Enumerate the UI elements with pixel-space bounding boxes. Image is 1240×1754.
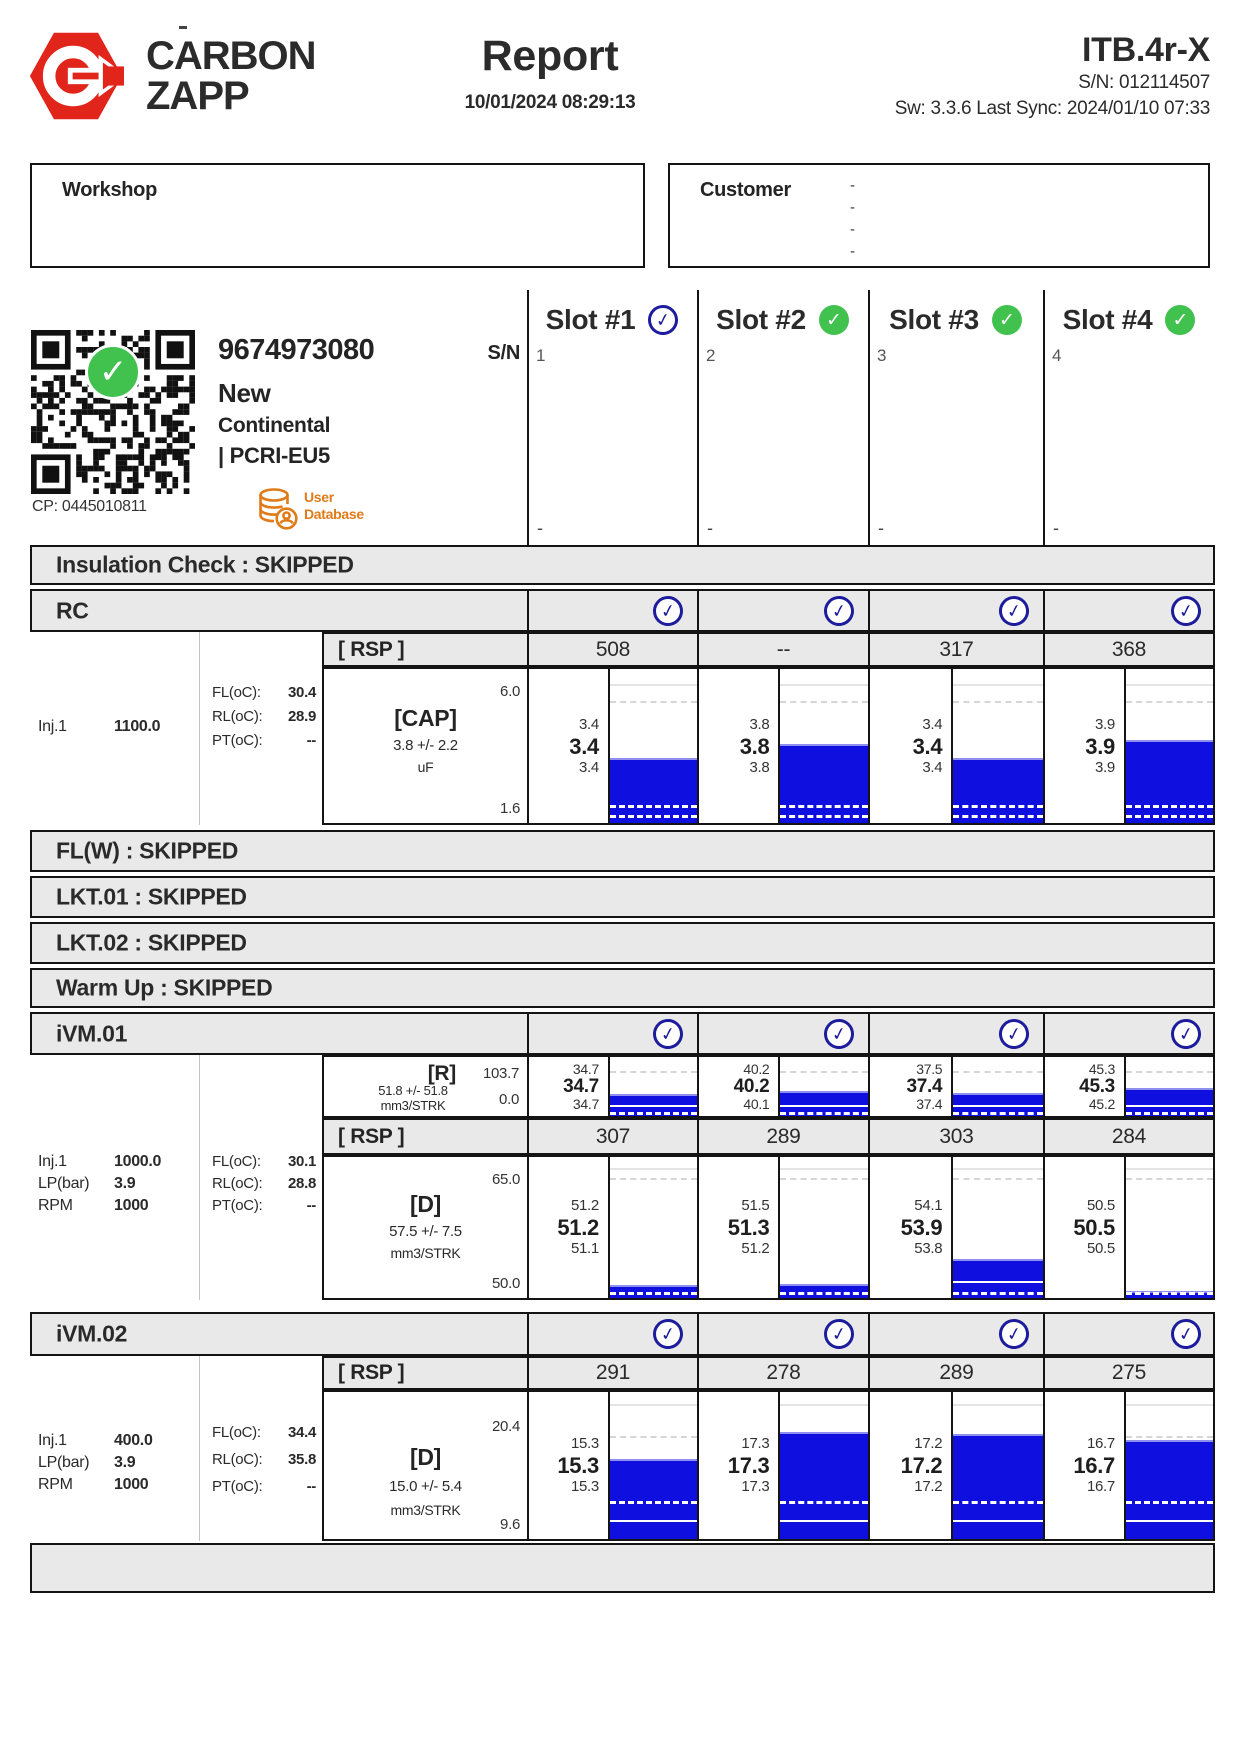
ivm02-rpm-label: RPM [38, 1476, 73, 1493]
ivm02-pt-value: -- [306, 1478, 316, 1495]
ivm01-slot-2-check-icon: ✓ [822, 1017, 857, 1052]
ivm01-slot-4-check-icon: ✓ [1169, 1017, 1204, 1052]
ivm01-rl-value: 28.8 [288, 1175, 316, 1192]
d2-scale-bottom: 9.6 [500, 1516, 520, 1533]
section-warmup [30, 968, 1215, 1008]
customer-box [668, 163, 1210, 268]
brand-wordmark [146, 36, 316, 116]
rc-cap-row [30, 667, 1215, 825]
lkt01-title: LKT.01 : SKIPPED [56, 883, 247, 910]
injector-sn-label: S/N [487, 342, 520, 364]
rc-fl-value: 30.4 [288, 684, 316, 701]
ivm01-lp-label: LP(bar) [38, 1175, 90, 1192]
slot-1-check-icon: ✓ [646, 303, 681, 338]
injector-manufacturer: Continental [218, 414, 331, 437]
gauge-bar [1126, 1440, 1213, 1539]
table-footer-bar [30, 1543, 1215, 1593]
rc-pt-label: PT(oC): [212, 732, 263, 749]
gauge-bar [953, 758, 1043, 823]
ivm01-r-gauge-slot-2: 40.2 40.2 40.1 [697, 1055, 868, 1118]
rc-rsp-slot-3: 317 [868, 632, 1043, 667]
ivm01-rsp-label: [ RSP ] [322, 1118, 527, 1155]
warmup-title: Warm Up : SKIPPED [56, 974, 273, 1001]
ivm02-rsp-slot-1: 291 [527, 1356, 697, 1390]
carbonzapp-logo-icon [28, 28, 124, 124]
slot-2-check-icon: ✓ [819, 305, 849, 335]
ivm01-rpm-value: 1000 [114, 1197, 149, 1214]
ivm02-slot-3-check-icon: ✓ [997, 1317, 1032, 1352]
device-software: Sw: 3.3.6 Last Sync: 2024/01/10 07:33 [894, 98, 1210, 119]
gauge-bar [780, 1432, 868, 1539]
customer-label: Customer [700, 179, 791, 201]
ivm01-fl-label: FL(oC): [212, 1153, 261, 1170]
ivm02-d-gauge-slot-1: 15.3 15.3 15.3 [527, 1390, 697, 1541]
d2-tolerance: 15.0 +/- 5.4 [389, 1478, 462, 1495]
rc-rsp-slot-4: 368 [1043, 632, 1215, 667]
rc-cap-info-cell [322, 667, 527, 825]
ivm01-d-gauge-slot-1: 51.2 51.2 51.1 [527, 1155, 697, 1300]
ivm01-rsp-slot-4: 284 [1043, 1118, 1215, 1155]
flw-title: FL(W) : SKIPPED [56, 837, 239, 864]
cap-name: [CAP] [394, 705, 457, 731]
rc-rsp-row [30, 632, 1215, 667]
slot-3-label: Slot #3 [889, 304, 979, 335]
gauge-bar-area [608, 669, 697, 823]
ivm01-title: iVM.01 [56, 1020, 128, 1046]
ivm02-title: iVM.02 [56, 1320, 128, 1347]
ivm02-rpm-value: 1000 [114, 1476, 149, 1493]
d2-unit: mm3/STRK [390, 1502, 461, 1518]
injector-part-number: 9674973080 [218, 334, 375, 366]
ivm02-fl-value: 34.4 [288, 1424, 316, 1441]
ivm02-rsp-row [30, 1356, 1215, 1390]
section-lkt01 [30, 876, 1215, 918]
ivm02-d-gauge-slot-4: 16.7 16.7 16.7 [1043, 1390, 1215, 1541]
rc-rsp-slot-2: -- [697, 632, 868, 667]
r-scale-top: 103.7 [482, 1065, 519, 1082]
page-title: Report [481, 32, 619, 80]
gauge-bar [953, 1434, 1043, 1539]
device-info [895, 30, 1210, 122]
ivm01-inj-value: 1000.0 [114, 1153, 162, 1170]
ivm02-rsp-slot-2: 278 [697, 1356, 868, 1390]
ivm01-rsp-slot-2: 289 [697, 1118, 868, 1155]
slot-1-info-cell: 1 - [536, 346, 546, 538]
injector-cp-code: CP: 0445010811 [32, 498, 147, 515]
slot-4-check-icon: ✓ [1165, 305, 1195, 335]
slot-4-info-cell: 4 - [1052, 346, 1062, 538]
ivm02-inj-value: 400.0 [114, 1432, 153, 1449]
r-tolerance: 51.8 +/- 51.8 mm3/STRK [378, 1083, 448, 1113]
slot-3-check-icon: ✓ [992, 305, 1022, 335]
gauge-bar [780, 1284, 868, 1298]
ivm02-fl-label: FL(oC): [212, 1424, 261, 1441]
ivm02-d-gauge-slot-2: 17.3 17.3 17.3 [697, 1390, 868, 1541]
rc-title: RC [56, 597, 89, 623]
ivm02-lp-label: LP(bar) [38, 1454, 90, 1471]
ivm02-slot-1-check-icon: ✓ [651, 1317, 686, 1352]
ivm01-fl-value: 30.1 [288, 1153, 316, 1170]
d1-unit: mm3/STRK [390, 1245, 461, 1261]
results-table [30, 290, 1215, 1600]
workshop-label: Workshop [62, 179, 158, 201]
rc-slot-2-check-icon: ✓ [822, 594, 857, 629]
section-ivm01-header [30, 1012, 1215, 1055]
ivm02-lp-value: 3.9 [114, 1454, 136, 1471]
section-insulation-check [30, 545, 1215, 585]
injector-model: | PCRI-EU5 [218, 443, 330, 468]
ivm01-d-row [30, 1155, 1215, 1300]
d1-name: [D] [409, 1191, 442, 1217]
r-scale-bottom: 0.0 [499, 1091, 519, 1108]
brand-trademark-dash [179, 26, 187, 29]
ivm01-r-info-cell [322, 1055, 527, 1118]
customer-placeholder-dashes: - - - - [850, 177, 855, 260]
ivm02-rsp-label: [ RSP ] [322, 1356, 527, 1390]
rc-cap-gauge-slot-3: 3.4 3.4 3.4 [868, 667, 1043, 825]
gauge-bar [610, 1459, 697, 1539]
ivm02-rl-value: 35.8 [288, 1451, 316, 1468]
ivm02-pt-label: PT(oC): [212, 1478, 263, 1495]
ivm01-lp-value: 3.9 [114, 1175, 136, 1192]
d2-scale-top: 20.4 [492, 1418, 520, 1435]
rc-cap-gauge-slot-2: 3.8 3.8 3.8 [697, 667, 868, 825]
slot-4-label: Slot #4 [1062, 304, 1153, 335]
ivm01-rsp-row [30, 1118, 1215, 1155]
ivm01-rsp-slot-3: 303 [868, 1118, 1043, 1155]
rc-slot-4-check-icon: ✓ [1169, 594, 1204, 629]
report-datetime: 10/01/2024 08:29:13 [464, 92, 636, 113]
ivm02-d-gauge-slot-3: 17.2 17.2 17.2 [868, 1390, 1043, 1541]
ivm01-rl-label: RL(oC): [212, 1175, 263, 1192]
ivm01-d-gauge-slot-4: 50.5 50.5 50.5 [1043, 1155, 1215, 1300]
ivm02-slot-4-check-icon: ✓ [1169, 1317, 1204, 1352]
ivm02-slot-2-check-icon: ✓ [822, 1317, 857, 1352]
ivm01-rpm-label: RPM [38, 1197, 73, 1214]
ivm01-pt-value: -- [306, 1197, 316, 1214]
ivm01-d-gauge-slot-2: 51.5 51.3 51.2 [697, 1155, 868, 1300]
slot-2-info-cell: 2 - [706, 346, 716, 538]
slot-1-label: Slot #1 [545, 304, 636, 335]
gauge-bar [780, 744, 868, 823]
ivm02-rsp-slot-4: 275 [1043, 1356, 1215, 1390]
device-serial: S/N: 012114507 [1078, 72, 1210, 93]
rc-cap-gauge-slot-1: 3.4 3.4 3.4 [527, 667, 697, 825]
ivm01-inj-label: Inj.1 [38, 1153, 67, 1170]
section-rc-header [30, 589, 1215, 632]
rc-cap-gauge-slot-4: 3.9 3.9 3.9 [1043, 667, 1215, 825]
rc-rsp-label: [ RSP ] [322, 632, 527, 667]
ivm01-rsp-slot-1: 307 [527, 1118, 697, 1155]
device-model: ITB.4r-X [1082, 31, 1210, 69]
ivm02-inj-label: Inj.1 [38, 1432, 67, 1449]
injector-condition: New [218, 378, 271, 408]
ivm01-d-gauge-slot-3: 54.1 53.9 53.8 [868, 1155, 1043, 1300]
r-name: [R] [427, 1062, 456, 1085]
d1-tolerance: 57.5 +/- 7.5 [389, 1223, 462, 1240]
cap-scale-top: 6.0 [500, 683, 520, 700]
user-database-label: User Database [304, 489, 364, 522]
rc-inj-label: Inj.1 [38, 718, 67, 735]
gauge-bar [610, 758, 697, 823]
qr-check-icon: ✓ [85, 344, 141, 400]
slot-2-label: Slot #2 [716, 304, 806, 335]
ivm01-r-row [30, 1055, 1215, 1118]
rc-rsp-slot-1: 508 [527, 632, 697, 667]
section-lkt02 [30, 922, 1215, 964]
cap-unit: uF [417, 759, 434, 775]
ivm01-r-gauge-slot-3: 37.5 37.4 37.4 [868, 1055, 1043, 1118]
section-ivm02-header [30, 1312, 1215, 1356]
injector-info-row [30, 290, 1215, 545]
section-flw [30, 830, 1215, 872]
ivm01-slot-1-check-icon: ✓ [651, 1017, 686, 1052]
rc-pt-value: -- [306, 732, 316, 749]
brand-line-2: ZAPP [146, 74, 249, 118]
d1-scale-top: 65.0 [492, 1171, 520, 1188]
ivm02-d-row [30, 1390, 1215, 1541]
user-database-icon [254, 486, 300, 537]
rc-inj-value: 1100.0 [114, 718, 161, 735]
rc-rl-value: 28.9 [288, 708, 316, 725]
ivm01-pt-label: PT(oC): [212, 1197, 263, 1214]
gauge-bar [1126, 740, 1213, 823]
gauge-bar [610, 1285, 697, 1298]
rc-slot-3-check-icon: ✓ [997, 594, 1032, 629]
ivm01-r-gauge-slot-4: 45.3 45.3 45.2 [1043, 1055, 1215, 1118]
ivm01-slot-3-check-icon: ✓ [997, 1017, 1032, 1052]
insulation-check-title: Insulation Check : SKIPPED [56, 551, 354, 578]
ivm01-r-gauge-slot-1: 34.7 34.7 34.7 [527, 1055, 697, 1118]
ivm02-rsp-slot-3: 289 [868, 1356, 1043, 1390]
rc-rl-label: RL(oC): [212, 708, 263, 725]
ivm02-rl-label: RL(oC): [212, 1451, 263, 1468]
brand-line-1: CARBON [146, 34, 316, 78]
rc-slot-1-check-icon: ✓ [651, 594, 686, 629]
ivm01-d-info-cell [322, 1155, 527, 1300]
lkt02-title: LKT.02 : SKIPPED [56, 929, 247, 956]
cap-scale-bottom: 1.6 [500, 800, 520, 817]
ivm02-d-info-cell [322, 1390, 527, 1541]
d1-scale-bottom: 50.0 [492, 1275, 520, 1292]
workshop-box [30, 163, 645, 268]
cap-tolerance: 3.8 +/- 2.2 [393, 737, 458, 754]
rc-fl-label: FL(oC): [212, 684, 261, 701]
slot-3-info-cell: 3 - [877, 346, 887, 538]
d2-name: [D] [409, 1444, 442, 1470]
